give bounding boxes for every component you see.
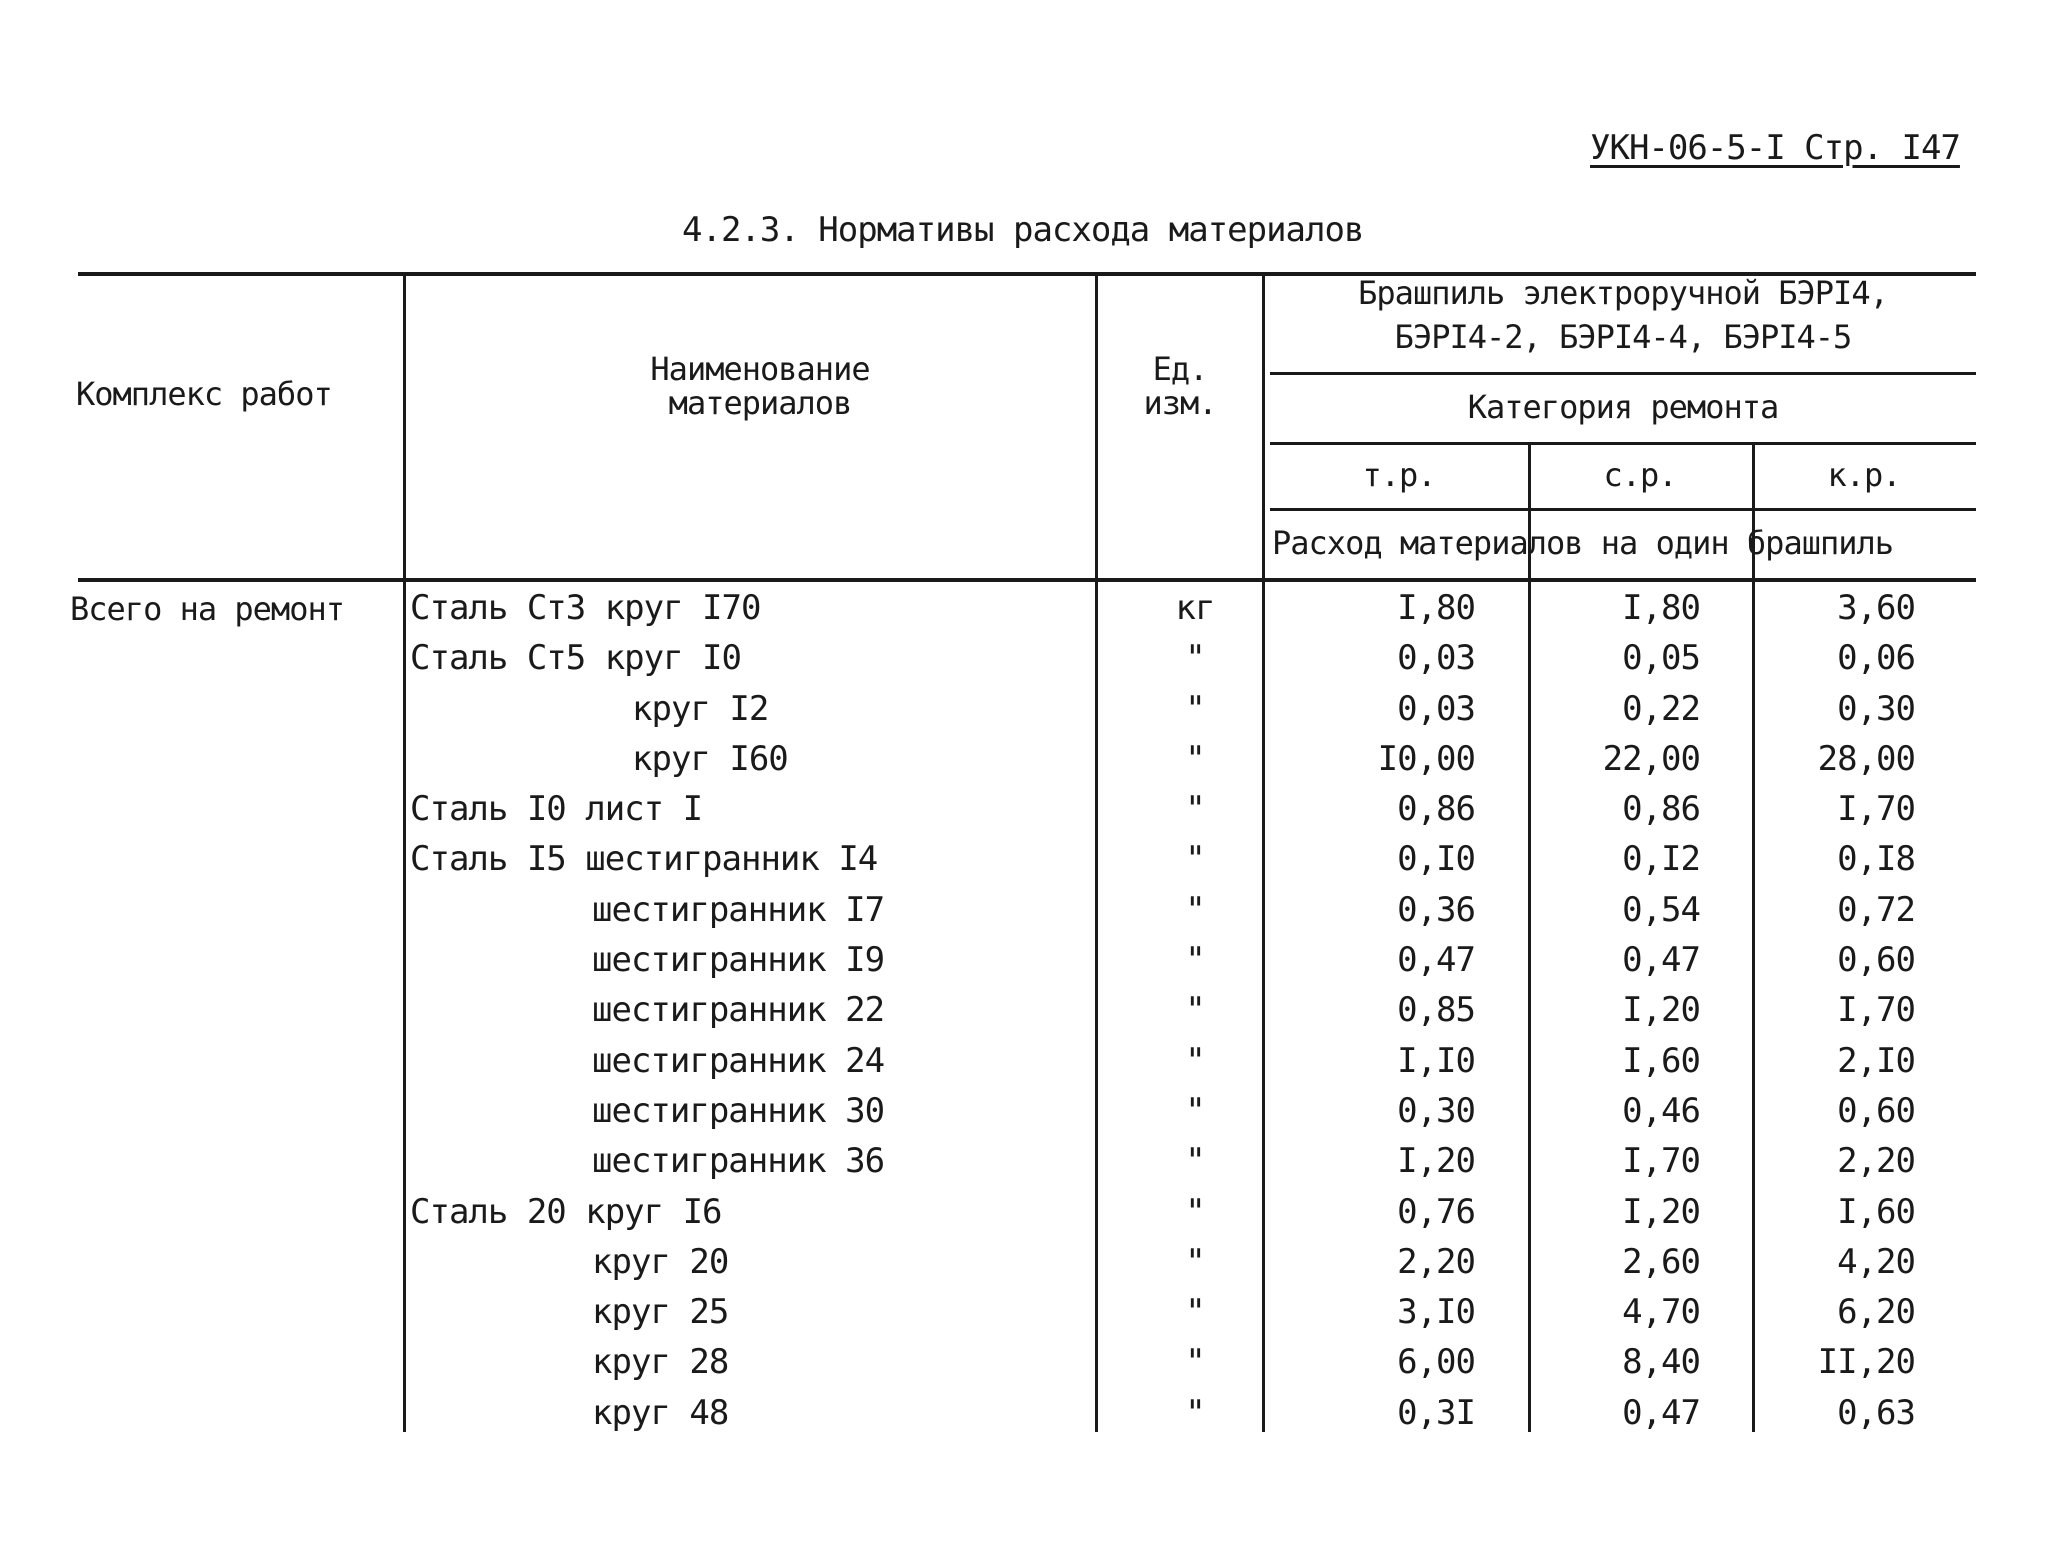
tr-value-cell: 6,00 [1397, 1342, 1475, 1383]
equipment-bottom-rule [1270, 372, 1976, 375]
kr-value-cell: 0,72 [1837, 889, 1915, 930]
tr-value-cell: I,20 [1397, 1141, 1475, 1182]
header-material-line1: Наименование [650, 350, 870, 388]
subcategory-bottom-rule [1270, 508, 1976, 511]
tr-value-cell: I,80 [1397, 588, 1475, 628]
unit-cell: " [1185, 1392, 1205, 1433]
kr-value-cell: I,60 [1837, 1191, 1915, 1232]
sr-value-cell: 0,46 [1622, 1090, 1700, 1131]
unit-cell: " [1185, 990, 1205, 1031]
header-complex: Комплекс работ [76, 375, 332, 413]
tr-value-cell: 0,76 [1397, 1191, 1475, 1232]
kr-value-cell: I,70 [1837, 789, 1915, 830]
sr-value-cell: 0,54 [1622, 889, 1700, 930]
category-bottom-rule [1270, 442, 1976, 445]
material-cell: круг 48 [592, 1392, 729, 1433]
tr-value-cell: 0,86 [1397, 789, 1475, 830]
header-equipment [1270, 276, 1976, 354]
material-cell: круг I60 [632, 738, 788, 779]
material-cell: шестигранник I7 [592, 889, 885, 930]
tr-value-cell: 0,36 [1397, 889, 1475, 930]
header-kr: к.р. [1827, 456, 1901, 494]
tr-value-cell: 0,03 [1397, 688, 1475, 729]
unit-cell: кг [1175, 588, 1215, 628]
table-row [0, 1342, 2068, 1392]
kr-value-cell: 2,20 [1837, 1141, 1915, 1182]
kr-value-cell: 0,I8 [1837, 839, 1915, 880]
tr-value-cell: 0,47 [1397, 940, 1475, 981]
sr-value-cell: 0,86 [1622, 789, 1700, 830]
table-row [0, 689, 2068, 739]
material-cell: круг 25 [592, 1292, 729, 1333]
table-row [0, 588, 2068, 638]
unit-cell: " [1185, 688, 1205, 729]
material-cell: круг 28 [592, 1342, 729, 1383]
material-cell: Сталь I5 шестигранник I4 [410, 839, 878, 880]
tr-value-cell: I0,00 [1377, 738, 1475, 779]
header-material [540, 352, 980, 420]
kr-value-cell: 0,06 [1837, 638, 1915, 679]
kr-value-cell: II,20 [1817, 1342, 1915, 1383]
tr-value-cell: 0,30 [1397, 1090, 1475, 1131]
unit-cell: " [1185, 889, 1205, 930]
table-row [0, 1141, 2068, 1191]
kr-value-cell: 0,30 [1837, 688, 1915, 729]
table-row [0, 789, 2068, 839]
tr-value-cell: 2,20 [1397, 1241, 1475, 1282]
material-cell: шестигранник 36 [592, 1141, 885, 1182]
material-cell: круг I2 [632, 688, 769, 729]
material-cell: шестигранник 24 [592, 1040, 885, 1081]
table-row [0, 1041, 2068, 1091]
tr-value-cell: 0,I0 [1397, 839, 1475, 880]
table-row [0, 990, 2068, 1040]
header-material-line2: материалов [668, 384, 852, 422]
kr-value-cell: 2,I0 [1837, 1040, 1915, 1081]
material-cell: круг 20 [592, 1241, 729, 1282]
tr-value-cell: 0,3I [1397, 1392, 1475, 1433]
table-row [0, 1242, 2068, 1292]
sr-value-cell: 0,22 [1622, 688, 1700, 729]
table-row [0, 1393, 2068, 1443]
unit-cell: " [1185, 789, 1205, 830]
table-row [0, 638, 2068, 688]
material-cell: шестигранник I9 [592, 940, 885, 981]
material-cell: Сталь Ст3 круг I70 [410, 588, 761, 628]
sr-value-cell: I,20 [1622, 990, 1700, 1031]
header-tr: т.р. [1362, 456, 1436, 494]
sr-value-cell: 0,I2 [1622, 839, 1700, 880]
sr-value-cell: 8,40 [1622, 1342, 1700, 1383]
material-cell: шестигранник 30 [592, 1090, 885, 1131]
unit-cell: " [1185, 1090, 1205, 1131]
complex-value: Всего на ремонт [70, 590, 344, 628]
kr-value-cell: 0,63 [1837, 1392, 1915, 1433]
material-cell: Сталь 20 круг I6 [410, 1191, 722, 1232]
sr-value-cell: 4,70 [1622, 1292, 1700, 1333]
kr-value-cell: 6,20 [1837, 1292, 1915, 1333]
unit-cell: " [1185, 1141, 1205, 1182]
material-cell: Сталь I0 лист I [410, 789, 703, 830]
table-row [0, 839, 2068, 889]
kr-value-cell: I,70 [1837, 990, 1915, 1031]
sr-value-cell: 0,05 [1622, 638, 1700, 679]
tr-value-cell: 0,85 [1397, 990, 1475, 1031]
table-row [0, 1091, 2068, 1141]
table-row [0, 940, 2068, 990]
document-title: 4.2.3. Нормативы расхода материалов [682, 210, 1364, 250]
unit-cell: " [1185, 839, 1205, 880]
sr-value-cell: 2,60 [1622, 1241, 1700, 1282]
kr-value-cell: 0,60 [1837, 940, 1915, 981]
material-cell: шестигранник 22 [592, 990, 885, 1031]
header-sr: с.р. [1603, 456, 1677, 494]
table-row [0, 1192, 2068, 1242]
header-equipment-line2: БЭРI4-2, БЭРI4-4, БЭРI4-5 [1394, 318, 1852, 356]
unit-cell: " [1185, 940, 1205, 981]
page-reference: УКН-06-5-I Стр. I47 [1590, 128, 1960, 168]
sr-value-cell: 0,47 [1622, 940, 1700, 981]
kr-value-cell: 3,60 [1837, 588, 1915, 628]
sr-value-cell: 0,47 [1622, 1392, 1700, 1433]
header-consumption: Расход материалов на один брашпиль [1272, 524, 1894, 562]
material-cell: Сталь Ст5 круг I0 [410, 638, 741, 679]
table-row [0, 890, 2068, 940]
kr-value-cell: 0,60 [1837, 1090, 1915, 1131]
header-unit [1110, 352, 1250, 420]
tr-value-cell: I,I0 [1397, 1040, 1475, 1081]
header-equipment-line1: Брашпиль электроручной БЭРI4, [1358, 274, 1888, 312]
sr-value-cell: I,70 [1622, 1141, 1700, 1182]
tr-value-cell: 0,03 [1397, 638, 1475, 679]
header-bottom-rule [78, 578, 1976, 582]
unit-cell: " [1185, 1342, 1205, 1383]
header-unit-line2: изм. [1143, 384, 1217, 422]
unit-cell: " [1185, 1241, 1205, 1282]
kr-value-cell: 28,00 [1817, 738, 1915, 779]
unit-cell: " [1185, 1191, 1205, 1232]
table-row [0, 1292, 2068, 1342]
table-body [0, 588, 2068, 1443]
unit-cell: " [1185, 738, 1205, 779]
unit-cell: " [1185, 638, 1205, 679]
sr-value-cell: I,80 [1622, 588, 1700, 628]
unit-cell: " [1185, 1040, 1205, 1081]
kr-value-cell: 4,20 [1837, 1241, 1915, 1282]
tr-value-cell: 3,I0 [1397, 1292, 1475, 1333]
header-category: Категория ремонта [1467, 388, 1779, 426]
unit-cell: " [1185, 1292, 1205, 1333]
sr-value-cell: 22,00 [1602, 738, 1700, 779]
header-unit-line1: Ед. [1152, 350, 1208, 388]
sr-value-cell: I,20 [1622, 1191, 1700, 1232]
sr-value-cell: I,60 [1622, 1040, 1700, 1081]
table-row [0, 739, 2068, 789]
